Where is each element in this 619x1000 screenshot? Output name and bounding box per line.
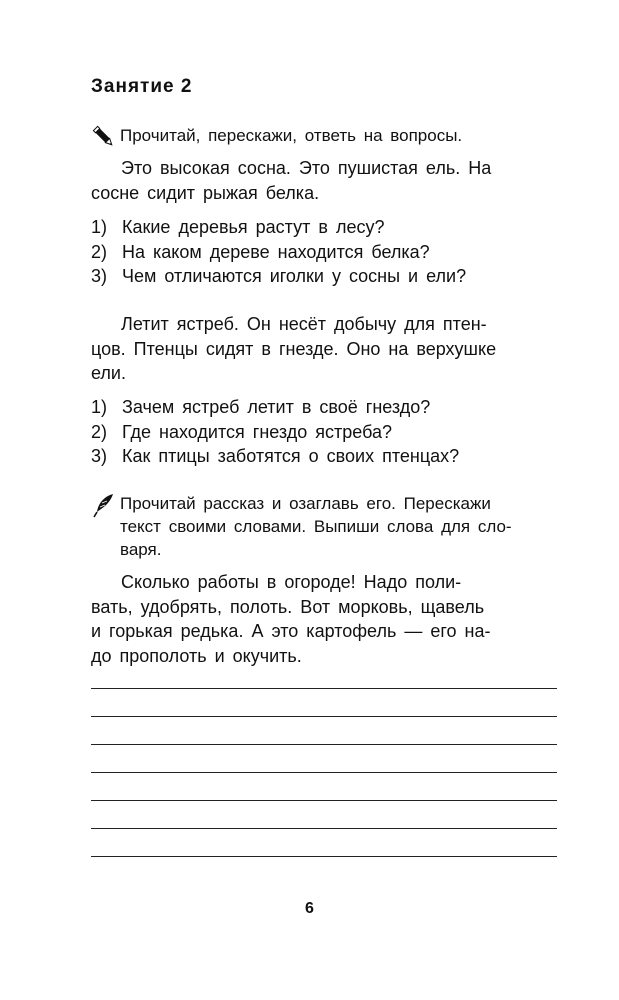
writing-line[interactable] — [91, 772, 557, 773]
text-line: до прополоть и окучить. — [91, 645, 302, 666]
question-list-2 — [91, 395, 561, 469]
task1-instruction — [91, 124, 559, 147]
reading-text-1 — [91, 156, 557, 205]
writing-line[interactable] — [91, 744, 557, 745]
writing-line[interactable] — [91, 688, 557, 689]
task2-instruction-text — [120, 492, 559, 561]
writing-line[interactable] — [91, 800, 557, 801]
instruction-line: текст своими словами. Выпиши слова для сло- — [120, 517, 512, 536]
question-item: 1) Какие деревья растут в лесу? — [91, 217, 385, 237]
text-line: Сколько работы в огороде! Надо поли- — [121, 572, 462, 592]
lesson-title: Занятие 2 — [91, 76, 193, 97]
pencil-icon — [91, 124, 117, 150]
text-line: цов. Птенцы сидят в гнезде. Оно на верхушке — [91, 338, 497, 359]
task1-instruction-text: Прочитай, перескажи, ответь на вопросы. — [120, 126, 463, 145]
writing-line[interactable] — [91, 856, 557, 857]
text-line: Летит ястреб. Он несёт добычу для птен- — [121, 314, 487, 334]
story-text — [91, 570, 557, 668]
question-item: 1) Зачем ястреб летит в своё гнездо? — [91, 397, 431, 417]
writing-line[interactable] — [91, 716, 557, 717]
question-item: 3) Как птицы заботятся о своих птенцах? — [91, 446, 460, 466]
feather-icon — [91, 492, 117, 518]
text-line: Это высокая сосна. Это пушистая ель. На — [121, 158, 492, 178]
text-line: сосне сидит рыжая белка. — [91, 182, 320, 203]
reading-text-2 — [91, 312, 557, 386]
text-line: ели. — [91, 363, 126, 383]
instruction-line: Прочитай рассказ и озаглавь его. Перескажи — [120, 494, 491, 513]
instruction-line: варя. — [120, 540, 162, 559]
writing-line[interactable] — [91, 828, 557, 829]
question-item: 2) Где находится гнездо ястреба? — [91, 421, 392, 442]
question-item: 3) Чем отличаются иголки у сосны и ели? — [91, 266, 467, 286]
question-list-1 — [91, 215, 561, 289]
question-item: 2) На каком дереве находится белка? — [91, 241, 430, 262]
task2-instruction — [91, 492, 559, 561]
page-number: 6 — [305, 900, 314, 917]
writing-lines — [91, 688, 557, 884]
text-line: и горькая редька. А это картофель — его на- — [91, 621, 491, 641]
text-line: вать, удобрять, полоть. Вот морковь, щавель — [91, 596, 485, 617]
